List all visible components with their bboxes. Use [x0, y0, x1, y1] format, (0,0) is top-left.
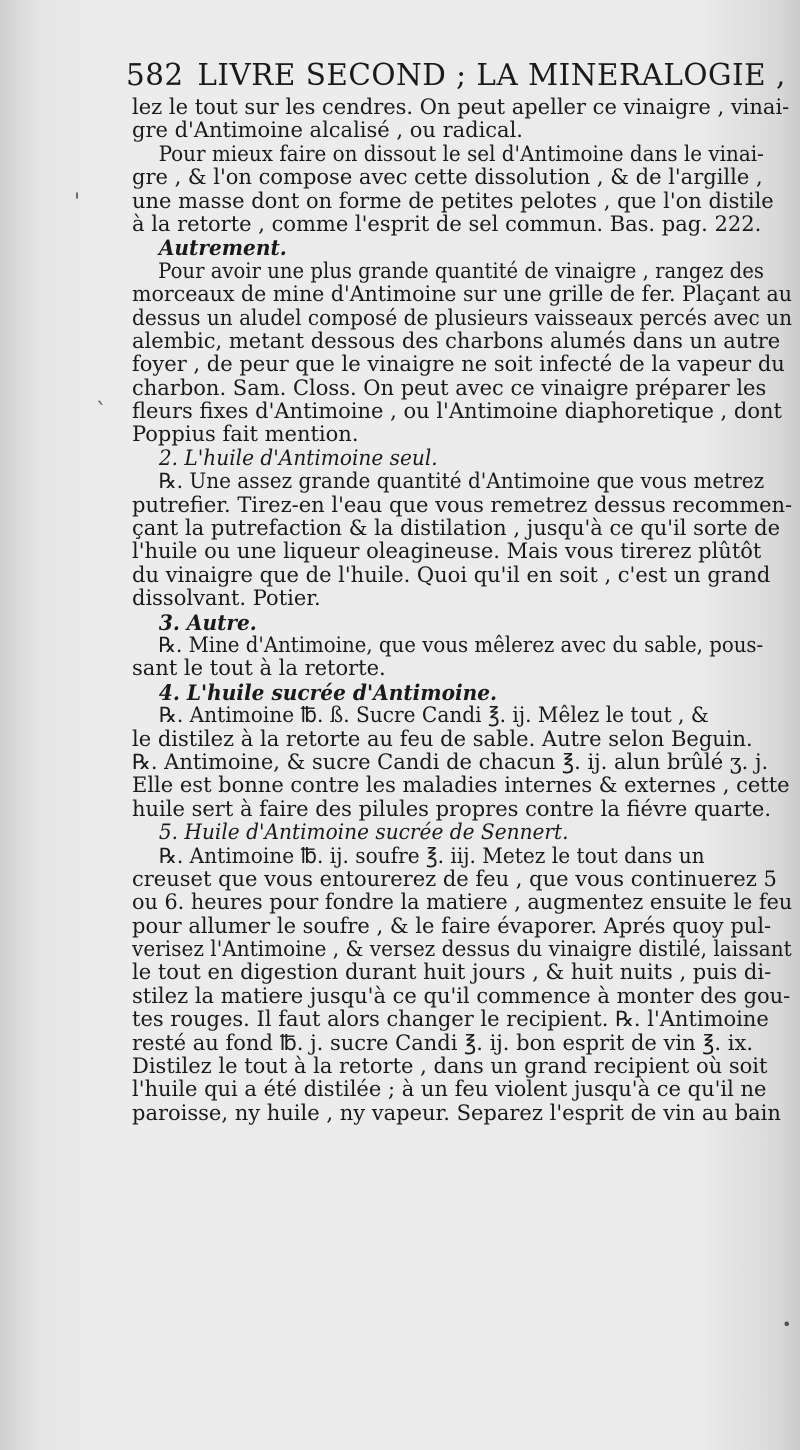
text-line: du vinaigre que de l'huile. Quoi qu'il en soit , c'est un grand [132, 562, 771, 587]
text-line: foyer , de peur que le vinaigre ne soit infecté de la vapeur du [132, 352, 785, 377]
text-line: gre , & l'on compose avec cette dissolution , & de l'argille , [132, 165, 763, 190]
text-line: le distilez à la retorte au feu de sable. Autre selon Beguin. [132, 726, 753, 751]
section-heading: 4. L'huile sucrée d'Antimoine. [158, 679, 498, 705]
text-line: verisez l'Antimoine , & versez dessus du vinaigre distilé, laissant [132, 937, 792, 962]
text-line: Elle est bonne contre les maladies internes & externes , cette [132, 773, 790, 798]
text-line: stilez la matiere jusqu'à ce qu'il commence à monter des gou- [132, 983, 791, 1008]
text-line: lez le tout sur les cendres. On peut apeller ce vinaigre , vinai- [132, 95, 790, 119]
text-line: Distilez le tout à la retorte , dans un grand recipient où soit [132, 1054, 768, 1079]
text-line: Poppius fait mention. [132, 422, 359, 447]
text-line: Pour avoir une plus grande quantité de vinaigre , rangez des [158, 258, 764, 283]
text-line: Pour mieux faire on dissout le sel d'Antimoine dans le vinai- [158, 141, 764, 166]
text-line: tes rouges. Il faut alors changer le recipient. ℞. l'Antimoine [132, 1007, 769, 1032]
text-line: à la retorte , comme l'esprit de sel commun. Bas. pag. 222. [132, 211, 762, 236]
text-line: ℞. Antimoine ℔. ß. Sucre Candi ℥. ij. Mêlez le tout , & [158, 703, 709, 728]
text-line: ℞. Antimoine, & sucre Candi de chacun ℥. ij. alun brûlé ʒ. j. [132, 749, 769, 774]
text-line: le tout en digestion durant huit jours , & huit nuits , puis di- [132, 960, 772, 985]
text-line: dissolvant. Potier. [132, 586, 321, 611]
text-line: l'huile ou une liqueur oleagineuse. Mais vous tirerez plûtôt [132, 539, 762, 564]
text-line: putrefier. Tirez-en l'eau que vous remetrez dessus recommen- [132, 492, 793, 517]
text-line: ou 6. heures pour fondre la matiere , augmentez ensuite le feu [132, 890, 793, 915]
margin-mark: • [782, 1315, 792, 1334]
text-line: fleurs fixes d'Antimoine , ou l'Antimoine diaphoretique , dont [132, 399, 782, 424]
text-line: alembic, metant dessous des charbons alumés dans un autre [132, 328, 781, 353]
running-title: LIVRE SECOND ; LA MINERALOGIE , [197, 58, 786, 93]
text-line: l'huile qui a été distilée ; à un feu violent jusqu'à ce qu'il ne [132, 1077, 767, 1102]
text-line: ℞. Antimoine ℔. ij. soufre ℥. iij. Metez le tout dans un [158, 843, 705, 868]
text-line: sant le tout à la retorte. [132, 656, 386, 681]
text-line: dessus un aludel composé de plusieurs vaisseaux percés avec un [132, 305, 792, 330]
section-heading: 3. Autre. [158, 609, 257, 635]
margin-mark: ' [74, 190, 81, 215]
text-line: charbon. Sam. Closs. On peut avec ce vinaigre préparer les [132, 375, 767, 400]
text-line: ℞. Mine d'Antimoine, que vous mêlerez avec du sable, pous- [158, 632, 764, 657]
text-line: une masse dont on forme de petites pelotes , que l'on distile [132, 188, 774, 213]
margin-mark: ` [96, 400, 107, 425]
text-line: paroisse, ny huile , ny vapeur. Separez l'esprit de vin au bain [132, 1100, 781, 1125]
text-line: huile sert à faire des pilules propres contre la fiévre quarte. [132, 796, 772, 821]
page-text [126, 56, 793, 1125]
text-line: çant la putrefaction & la distilation , jusqu'à ce qu'il sorte de [132, 516, 781, 541]
section-heading: 2. L'huile d'Antimoine seul. [158, 445, 438, 470]
text-line: morceaux de mine d'Antimoine sur une grille de fer. Plaçant au [132, 282, 793, 307]
page-number: 582 [126, 58, 184, 93]
text-line: gre d'Antimoine alcalisé , ou radical. [132, 118, 523, 143]
section-heading: Autrement. [158, 235, 287, 261]
running-header [126, 56, 786, 96]
text-line: creuset que vous entourerez de feu , que vous continuerez 5 [132, 866, 777, 891]
text-line: ℞. Une assez grande quantité d'Antimoine que vous metrez [158, 469, 765, 494]
text-line: pour allumer le soufre , & le faire évaporer. Aprés quoy pul- [132, 913, 772, 938]
text-line: resté au fond ℔. j. sucre Candi ℥. ij. bon esprit de vin ℥. ix. [132, 1030, 754, 1055]
section-heading: 5. Huile d'Antimoine sucrée de Sennert. [158, 820, 569, 845]
